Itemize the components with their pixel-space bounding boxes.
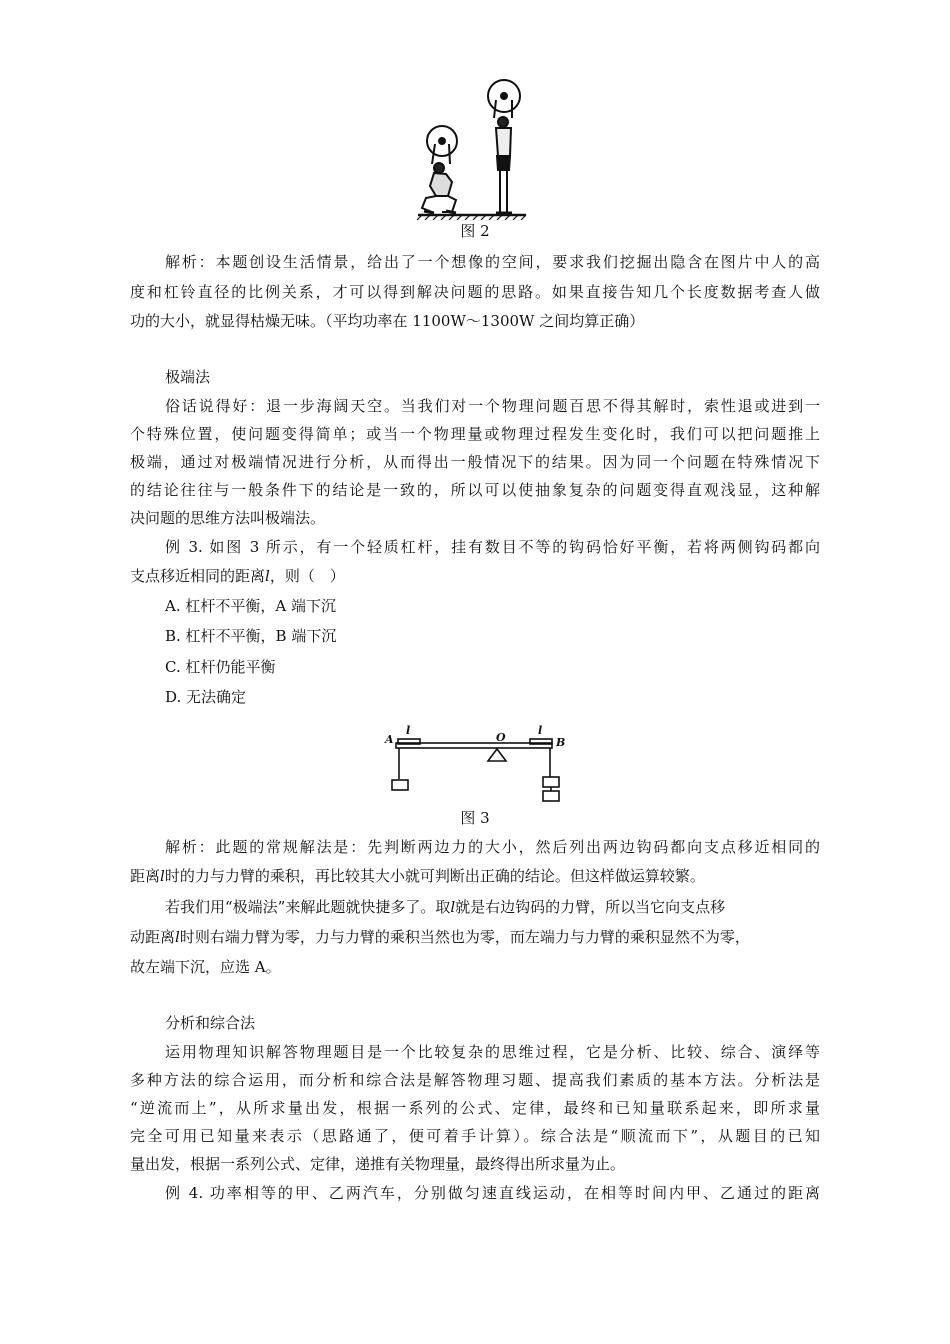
section-heading-extreme: 极端法: [165, 368, 211, 386]
option-d: D. 无法确定: [165, 688, 247, 706]
section-heading-analysis-synthesis: 分析和综合法: [165, 1014, 256, 1032]
variable-l: l: [265, 567, 270, 585]
analysis3-text: 距离: [130, 867, 161, 885]
analysis3-text: 若我们用“极端法”来解此题就快捷多了。取: [165, 898, 451, 916]
fig2-analysis-line: 度和杠铃直径的比例关系，才可以得到解决问题的思路。如果直接告知几个长度数据考查人做: [130, 283, 820, 301]
example3-text: ，则（ ）: [269, 567, 345, 585]
analysis3-text: 时则右端力臂为零，力与力臂的乘积当然也为零，而左端力与力臂的乘积显然不为零，: [179, 928, 750, 946]
lever-figure: [380, 726, 570, 810]
synthesis-paragraph-line: “逆流而上”，从所求量出发，根据一系列的公式、定律，最终和已知量联系起来，即所求量: [130, 1099, 820, 1117]
option-b: B. 杠杆不平衡，B 端下沉: [165, 627, 337, 645]
option-a: A. 杠杆不平衡，A 端下沉: [165, 597, 336, 615]
example3-question: 例 3. 如图 3 所示，有一个轻质杠杆，挂有数目不等的钩码恰好平衡，若将两侧钩码都向: [165, 538, 820, 556]
variable-l: l: [175, 928, 180, 946]
lever-label-l-left: l: [406, 724, 411, 737]
extreme-paragraph-line: 俗话说得好：退一步海阔天空。当我们对一个物理问题百思不得其解时，索性退或进到一: [165, 397, 820, 415]
fig2-analysis-line: 功的大小，就显得枯燥无味。（平均功率在 1100W～1300W 之间均算正确）: [130, 312, 645, 330]
analysis3-line: 解析：此题的常规解法是：先判断两边力的大小，然后列出两边钩码都向支点移近相同的: [165, 838, 820, 856]
variable-l: l: [160, 867, 165, 885]
analysis3-text: 动距离: [130, 928, 176, 946]
example3-question-cont: [130, 566, 345, 586]
extreme-paragraph-line: 个特殊位置，使问题变得简单；或当一个物理量或物理过程发生变化时，我们可以把问题推上: [130, 425, 820, 443]
synthesis-paragraph-line: 量出发，根据一系列公式、定律，递推有关物理量，最终得出所求量为止。: [130, 1155, 626, 1173]
example3-text: 支点移近相同的距离: [130, 567, 266, 585]
analysis3-line: [130, 866, 705, 886]
analysis3-line: [165, 897, 725, 917]
lever-label-a: A: [385, 733, 394, 746]
lever-label-l-right: l: [538, 724, 543, 737]
option-c: C. 杠杆仍能平衡: [165, 658, 276, 676]
lever-label-b: B: [556, 736, 566, 749]
weightlifter-figure: [412, 78, 530, 220]
extreme-paragraph-line: 的结论往往与一般条件下的结论是一致的，所以可以使抽象复杂的问题变得直观浅显，这种解: [130, 481, 820, 499]
analysis3-line: 故左端下沉，应选 A。: [130, 958, 281, 976]
example4-question: 例 4. 功率相等的甲、乙两汽车，分别做匀速直线运动，在相等时间内甲、乙通过的距离: [165, 1184, 820, 1202]
extreme-paragraph-line: 极端，通过对极端情况进行分析，从而得出一般情况下的结果。因为同一个问题在特殊情况下: [130, 453, 820, 471]
lever-label-o: O: [496, 731, 506, 744]
analysis3-text: 就是右边钩码的力臂，所以当它向支点移: [455, 898, 726, 916]
synthesis-paragraph-line: 多种方法的综合运用，而分析和综合法是解答物理习题、提高我们素质的基本方法。分析法是: [130, 1071, 820, 1089]
fig2-analysis-line: 解析：本题创设生活情景，给出了一个想像的空间，要求我们挖掘出隐含在图片中人的高: [165, 253, 820, 271]
figure3-caption: 图 3: [460, 809, 490, 827]
analysis3-line: [130, 927, 750, 947]
variable-l: l: [450, 898, 456, 916]
synthesis-paragraph-line: 完全可用已知量来表示（思路通了，便可着手计算）。综合法是“顺流而下”，从题目的已知: [130, 1127, 820, 1145]
synthesis-paragraph-line: 运用物理知识解答物理题目是一个比较复杂的思维过程，它是分析、比较、综合、演绎等: [165, 1043, 820, 1061]
analysis3-text: 时的力与力臂的乘积，再比较其大小就可判断出正确的结论。但这样做运算较繁。: [164, 867, 705, 885]
extreme-paragraph-line: 决问题的思维方法叫极端法。: [130, 509, 326, 527]
figure2-caption: 图 2: [460, 222, 490, 240]
